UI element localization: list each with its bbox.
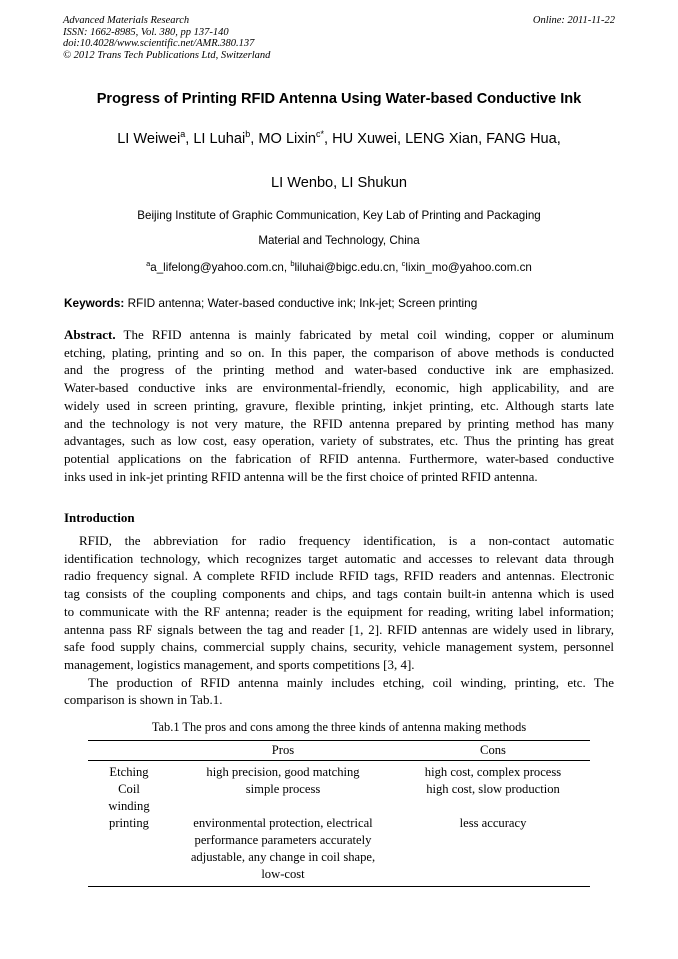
copyright: © 2012 Trans Tech Publications Ltd, Switzerland: [63, 49, 271, 61]
journal-name: Advanced Materials Research: [63, 15, 190, 26]
paper-title: Progress of Printing RFID Antenna Using Water-based Conductive Ink: [96, 91, 582, 107]
table-header-pros: Pros: [170, 741, 396, 761]
abstract-label: Abstract.: [64, 327, 116, 342]
table-header-cons: Cons: [396, 741, 590, 761]
table-row: [88, 761, 590, 782]
table-header-method: [88, 741, 170, 761]
table-header-row: [88, 741, 590, 761]
affiliation-line-1: Beijing Institute of Graphic Communication, Key Lab of Printing and Packaging: [137, 209, 541, 222]
abstract: Abstract. The RFID antenna is mainly fabricated by metal coil winding, copper or aluminum etching, plating, printing and so on. In this paper, the comparison of above methods is conducted and the progress of the printing method and water-based conductive ink are emphasized. Water-based conductive inks are environmental-friendly, economic, high applicability, and are widely used in screen printing, gravure, flexible printing, inkjet printing, etc. Although starts late and the technology is not very mature, the RFID antenna prepared by printing method has many advantages, such as low cost, easy operation, variety of substrates, etc. Thus the printing has great potential applications on the fabrication of RFID antenna. Furthermore, water-based conductive inks used in ink-jet printing RFID antenna will be the first choice of printed RFID antenna.: [64, 327, 614, 484]
author-1: LI Weiwei: [117, 130, 181, 147]
introduction-body: RFID, the abbreviation for radio frequency identification, is a non-contact automatic identification technology, which recognizes target automatic and accesses to relevant data through radio frequency signal. A complete RFID include RFID tags, RFID readers and antennas. Electronic tag consists of the coupling components and chips, and tags contain built-in antenna which is used to communicate with the RF antenna; reader is the equipment for reading, writing label information; antenna pass RF signals between the tag and reader [1, 2]. RFID antennas are widely used in library, safe food supply chains, commercial supply chains, security, vehicle management system, personnel management, logistics management, and sports competitions [3, 4]. The production of RFID antenna mainly includes etching, coil winding, printing, etc. The comparison is shown in Tab.1.: [64, 533, 614, 708]
keywords-text: RFID antenna; Water-based conductive ink; Ink-jet; Screen printing: [124, 296, 478, 310]
table-row: [88, 815, 590, 887]
table-cell-method: Coil winding: [108, 782, 150, 813]
doi: doi:10.4028/www.scientific.net/AMR.380.137: [63, 38, 255, 49]
emails: $^a$a_lifelong@yahoo.com.cn, $^b$liluhai@bigc.edu.cn, $^c$lixin_mo@yahoo.com.cn: [146, 259, 532, 274]
table-cell-pros: simple process: [245, 782, 321, 796]
keywords: [64, 296, 614, 310]
table-cell-pros: high precision, good matching: [206, 765, 360, 779]
table-cell-method: Etching: [109, 765, 149, 779]
table-row: [88, 781, 590, 815]
keywords-label: Keywords:: [64, 296, 125, 310]
affiliation-line-2: Material and Technology, China: [258, 234, 420, 247]
issn: ISSN: 1662-8985, Vol. 380, pp 137-140: [63, 26, 229, 38]
table-cell-method: printing: [88, 815, 170, 887]
table-caption: Tab.1 The pros and cons among the three kinds of antenna making methods: [151, 720, 527, 734]
online-date: Online: 2011-11-22: [532, 15, 615, 26]
authors-rest: , HU Xuwei, LENG Xian, FANG Hua,: [323, 130, 561, 147]
author-3: MO Lixin: [258, 130, 316, 147]
introduction-heading: Introduction: [64, 510, 135, 525]
author-2: LI Luhai: [193, 130, 246, 147]
authors-line-2: LI Wenbo, LI Shukun: [270, 175, 408, 191]
comparison-table: [88, 740, 590, 887]
table-cell-cons: high cost, complex process: [424, 765, 562, 779]
table-cell-cons: less accuracy: [396, 815, 590, 887]
authors-line-1: LI Weiwei$^a$, LI Luhai$^b$, MO Lixin$^{c*}$, HU Xuwei, LENG Xian, FANG Hua,: [117, 129, 561, 147]
table-cell-pros: environmental protection, electrical performance parameters accurately adjustable, any change in coil shape, low-cost: [170, 815, 396, 887]
table-cell-cons: high cost, slow production: [426, 782, 560, 796]
journal-header: [63, 15, 615, 61]
